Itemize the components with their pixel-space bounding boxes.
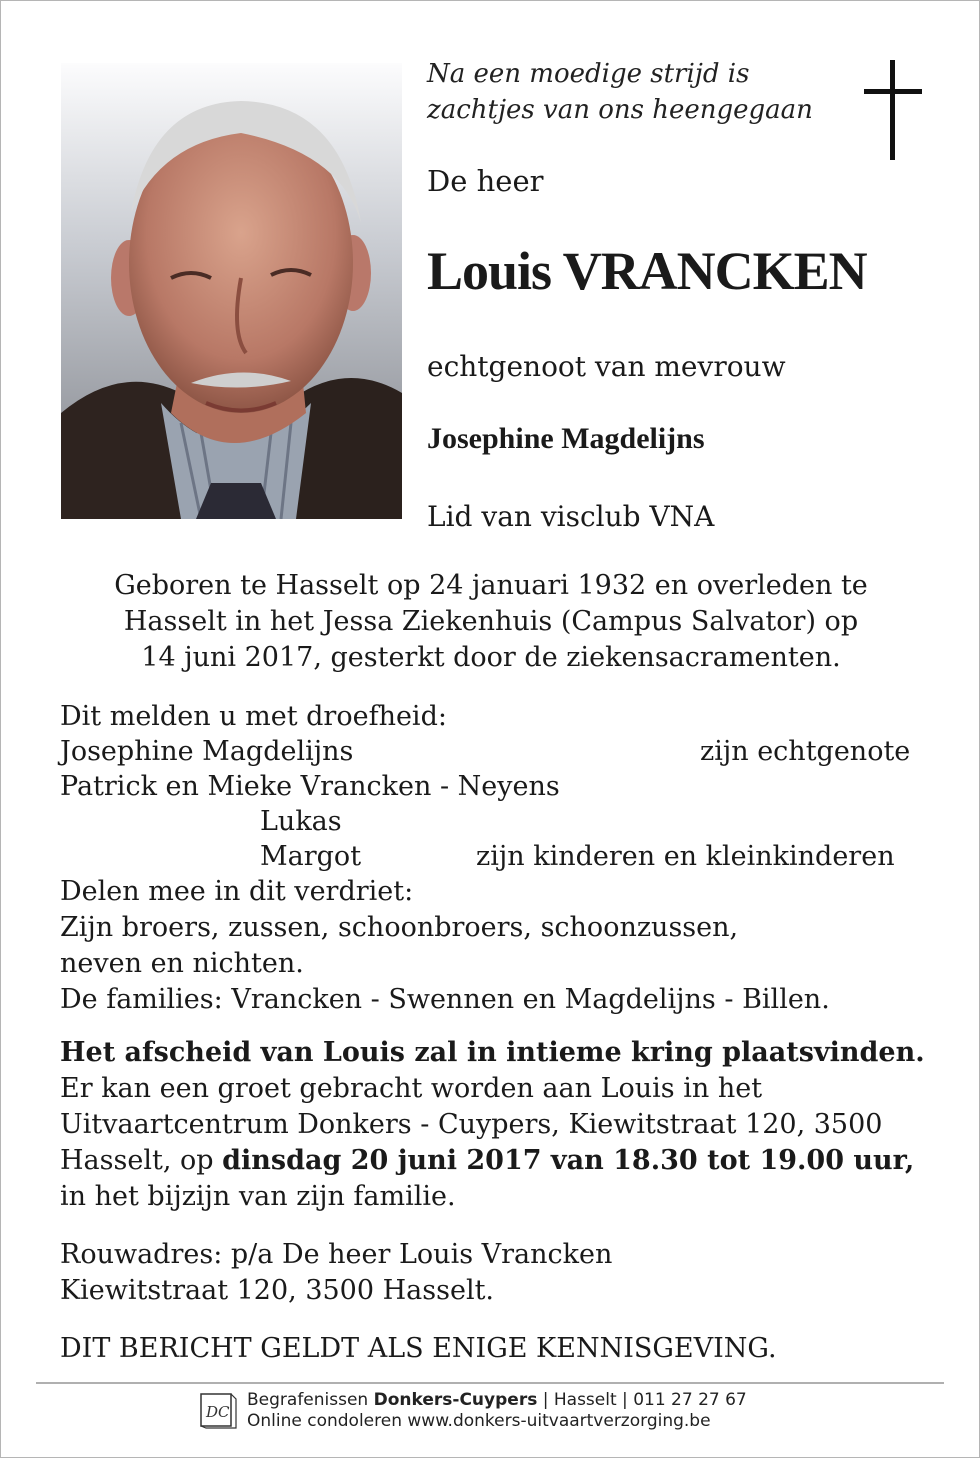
mourner-children: Patrick en Mieke Vrancken - Neyens: [60, 771, 560, 802]
footer-divider: [36, 1382, 944, 1384]
footer-sep-2: |: [616, 1390, 634, 1410]
farewell-line-2: Uitvaartcentrum Donkers - Cuypers, Kiewitstraat 120, 3500: [60, 1109, 883, 1140]
intro-line-2: zachtjes van ons heengegaan: [427, 95, 813, 125]
farewell-line-3: [60, 1143, 914, 1179]
mourner-grandchild-1: Lukas: [260, 806, 342, 837]
birth-line-1: Geboren te Hasselt op 24 januari 1932 en overleden te: [114, 570, 868, 601]
farewell-line-1: Er kan een groet gebracht worden aan Louis in het: [60, 1073, 763, 1104]
cross-icon: [864, 60, 922, 160]
intro-text: [427, 56, 813, 128]
footer-prefix: Begrafenissen: [247, 1390, 374, 1410]
deceased-name: Louis VRANCKEN: [427, 241, 867, 301]
farewell-date-time: dinsdag 20 juni 2017 van 18.30 tot 19.00 uur,: [222, 1145, 915, 1176]
mourner-grandchild-2: Margot: [260, 841, 362, 872]
membership: Lid van visclub VNA: [427, 500, 715, 533]
spouse-name: Josephine Magdelijns: [427, 422, 705, 455]
birth-line-3: 14 juni 2017, gesterkt door de ziekensacramenten.: [141, 642, 841, 673]
families-line: De families: Vrancken - Swennen en Magdelijns - Billen.: [60, 984, 830, 1015]
farewell-line-3-prefix: Hasselt, op: [60, 1145, 223, 1176]
funeral-home-logo-icon: [198, 1390, 238, 1430]
address-line-2: Kiewitstraat 120, 3500 Hasselt.: [60, 1275, 495, 1306]
farewell-bold-line: Het afscheid van Louis zal in intieme kring plaatsvinden.: [60, 1037, 925, 1068]
footer-contact-line: [247, 1390, 747, 1410]
mourners-heading: Dit melden u met droefheid:: [60, 701, 447, 732]
relatives-line-2: neven en nichten.: [60, 948, 304, 979]
relatives-line-1: Zijn broers, zussen, schoonbroers, schoonzussen,: [60, 912, 739, 943]
intro-line-1: Na een moedige strijd is: [427, 59, 750, 89]
logo-letters: DC: [206, 1403, 230, 1421]
footer-online-line: [247, 1411, 711, 1431]
mourner-spouse-role: zijn echtgenote: [700, 736, 911, 767]
footer-sep-1: |: [537, 1390, 554, 1410]
footer-company: Donkers-Cuypers: [373, 1390, 538, 1410]
footer-website-link[interactable]: www.donkers-uitvaartverzorging.be: [407, 1411, 711, 1431]
farewell-line-4: in het bijzijn van zijn familie.: [60, 1181, 456, 1212]
spouse-intro: echtgenoot van mevrouw: [427, 350, 786, 383]
footer-online-label: Online condoleren: [247, 1411, 408, 1431]
closing-notice: DIT BERICHT GELDT ALS ENIGE KENNISGEVING.: [60, 1333, 777, 1364]
mourner-children-role: zijn kinderen en kleinkinderen: [476, 841, 895, 872]
footer-phone: 011 27 27 67: [633, 1390, 747, 1410]
footer-city: Hasselt: [553, 1390, 617, 1410]
share-heading: Delen mee in dit verdriet:: [60, 876, 414, 907]
address-line-1: Rouwadres: p/a De heer Louis Vrancken: [60, 1239, 613, 1270]
honorific: De heer: [427, 164, 544, 198]
mourner-spouse: Josephine Magdelijns: [60, 736, 354, 767]
birth-death-paragraph: [60, 568, 922, 676]
birth-line-2: Hasselt in het Jessa Ziekenhuis (Campus Salvator) op: [123, 606, 859, 637]
portrait-photo: [61, 63, 402, 519]
